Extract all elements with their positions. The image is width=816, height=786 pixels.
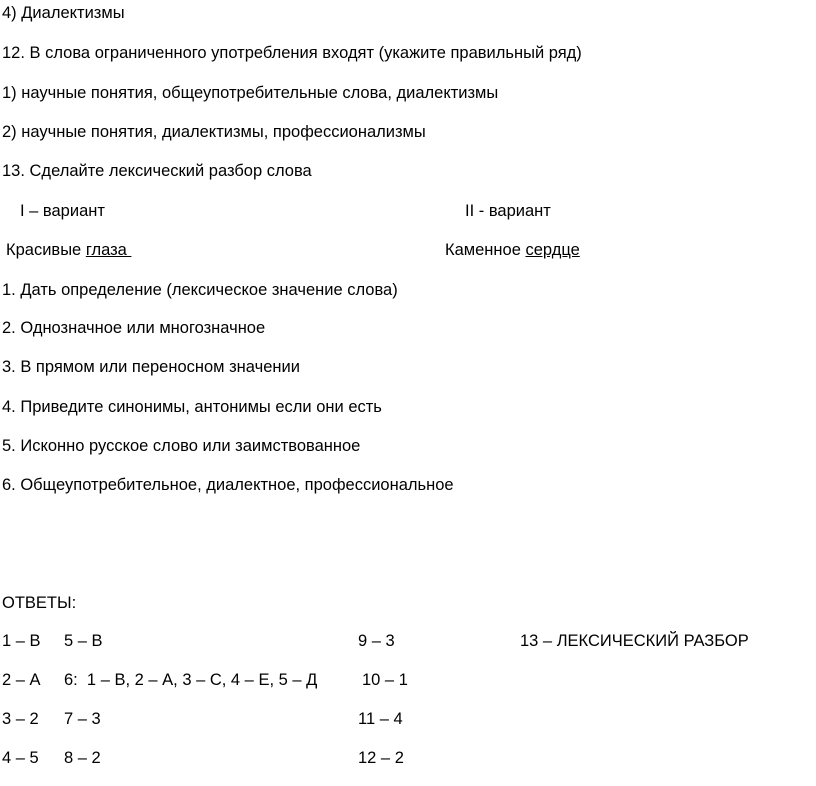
analysis-step-5: 5. Исконно русское слово или заимствованное	[2, 437, 361, 455]
answer-cell: 4 – 5	[2, 749, 39, 767]
variant-2-label: II - вариант	[465, 202, 551, 220]
q12-option-1: 1) научные понятия, общеупотребительные слова, диалектизмы	[2, 84, 499, 102]
analysis-step-3: 3. В прямом или переносном значении	[2, 358, 300, 376]
answer-cell: 8 – 2	[64, 749, 101, 767]
variant-1-phrase	[6, 240, 131, 260]
answer-cell: 2 – А	[2, 671, 41, 689]
variant-1-word-1: Красивые	[6, 241, 86, 259]
answers-heading: ОТВЕТЫ:	[2, 594, 77, 612]
answer-cell: 11 – 4	[358, 710, 403, 728]
q13-prompt: 13. Сделайте лексический разбор слова	[2, 162, 312, 180]
analysis-step-6: 6. Общеупотребительное, диалектное, профессиональное	[2, 476, 454, 494]
analysis-step-2: 2. Однозначное или многозначное	[2, 319, 266, 337]
answer-cell: 13 – ЛЕКСИЧЕСКИЙ РАЗБОР	[520, 632, 749, 650]
answer-cell: 9 – 3	[358, 632, 395, 650]
analysis-step-4: 4. Приведите синонимы, антонимы если они есть	[2, 398, 382, 416]
q12-prompt: 12. В слова ограниченного употребления входят (укажите правильный ряд)	[2, 44, 582, 62]
q11-option-4: 4) Диалектизмы	[2, 4, 125, 22]
variant-2-target-word: сердце	[525, 241, 580, 259]
answer-cell: 5 – В	[64, 632, 103, 650]
answer-cell: 7 – 3	[64, 710, 101, 728]
answer-cell: 12 – 2	[358, 749, 404, 767]
answer-cell: 1 – В	[2, 632, 41, 650]
variant-2-word-1: Каменное	[445, 241, 526, 259]
variant-1-label: I – вариант	[20, 202, 105, 220]
answer-cell: 3 – 2	[2, 710, 39, 728]
variant-2-phrase	[445, 240, 580, 260]
answer-cell: 10 – 1	[362, 671, 408, 689]
q12-option-2: 2) научные понятия, диалектизмы, профессионализмы	[2, 123, 426, 141]
analysis-step-1: 1. Дать определение (лексическое значение слова)	[2, 281, 398, 299]
variant-1-target-word: глаза	[85, 241, 132, 259]
answer-cell: 6: 1 – В, 2 – А, 3 – С, 4 – Е, 5 – Д	[64, 671, 318, 689]
